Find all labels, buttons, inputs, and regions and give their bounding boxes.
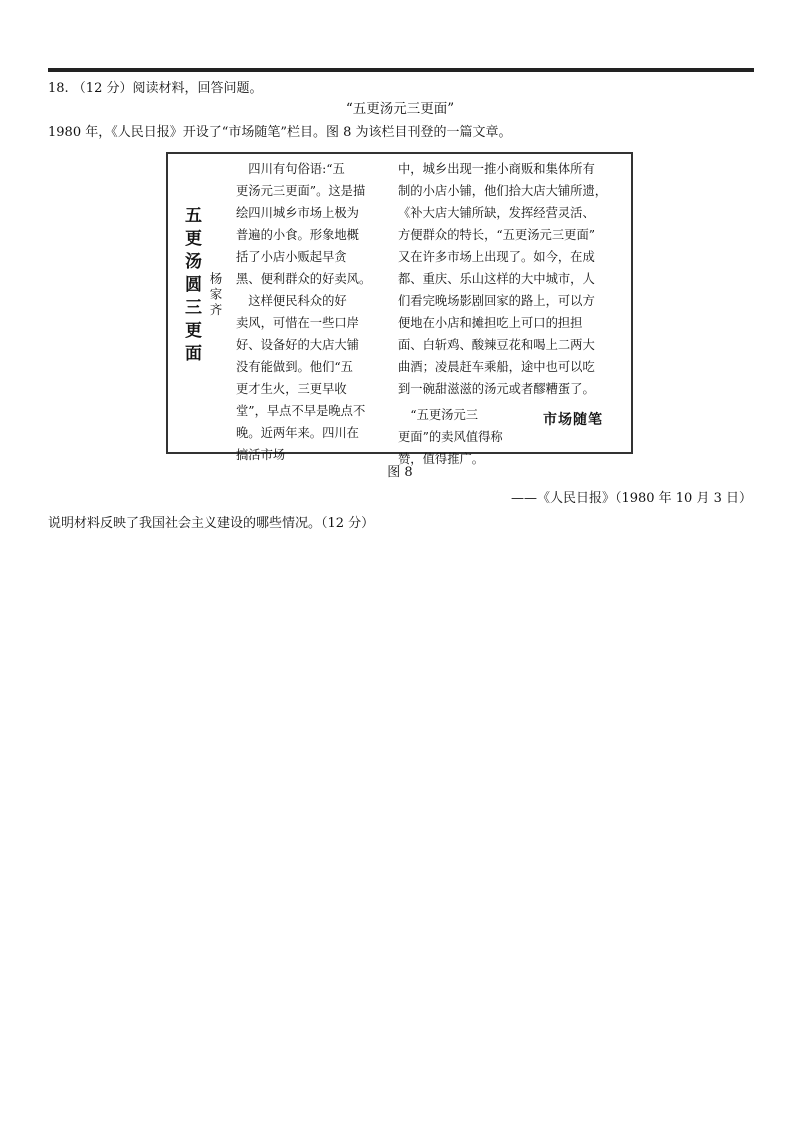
article-line: 便地在小店和摊担吃上可口的担担 (398, 316, 583, 330)
article-line: 们看完晚场影剧回家的路上，可以方 (398, 294, 595, 308)
material-intro: 1980 年，《人民日报》开设了“市场随笔”栏目。图 8 为该栏目刊登的一篇文章。 (48, 125, 512, 140)
source-citation: ——《人民日报》（1980 年 10 月 3 日） (510, 491, 752, 506)
article-line: 普遍的小食。形象地概 (236, 228, 359, 242)
article-line: 晚。近两年来。四川在 (236, 426, 359, 440)
article-line: 搞活市场 (236, 448, 286, 462)
material-title: “五更汤元三更面” (345, 101, 455, 117)
article-line: 没有能做到。他们“五 (236, 360, 353, 374)
figure-label: 图 8 (387, 465, 413, 480)
question-prompt: 说明材料反映了我国社会主义建设的哪些情况。（12 分） (48, 516, 375, 531)
article-title: 五更汤圆三更面 (181, 206, 201, 367)
article-line: 卖风，可惜在一些口岸 (236, 316, 359, 330)
article-line: 绘四川城乡市场上极为 (236, 206, 359, 220)
article-line: 这样便民科众的好 (236, 294, 347, 308)
article-line: 括了小店小贩起早贪 (236, 250, 347, 264)
article-line: 又在许多市场上出现了。如今，在成 (398, 250, 595, 264)
article-column-1 (236, 158, 371, 466)
article-line: 好、设备好的大店大铺 (236, 338, 359, 352)
top-rule (48, 68, 754, 72)
article-column-2-tail (398, 404, 503, 470)
article-column-2 (398, 158, 607, 400)
article-line: 制的小店小铺，他们拾大店大铺所遗， (398, 184, 608, 198)
article-line: 中，城乡出现一推小商贩和集体所有 (398, 162, 595, 176)
article-line: 更面”的卖风值得称 (398, 430, 503, 444)
newspaper-clipping (166, 152, 633, 466)
article-line: 赞，值得推广。 (398, 452, 485, 466)
article-line: 《补大店大铺所缺，发挥经营灵活、 (398, 206, 595, 220)
article-line: 更汤元三更面”。这是描 (236, 184, 366, 198)
question-header: 18. （12 分）阅读材料，回答问题。 (48, 81, 263, 96)
article-line: 更才生火，三更早收 (236, 382, 347, 396)
article-author: 杨家齐 (208, 272, 223, 319)
article-line: 堂”，早点不早是晚点不 (236, 404, 366, 418)
article-line: 都、重庆、乐山这样的大中城市，人 (398, 272, 595, 286)
column-badge: 市场随笔 (543, 412, 603, 428)
article-line: “五更汤元三 (398, 408, 479, 422)
article-line: 方便群众的特长，“五更汤元三更面” (398, 228, 596, 242)
article-line: 面、白斩鸡、酸辣豆花和喝上二两大 (398, 338, 595, 352)
article-line: 曲酒；凌晨赶车乘船，途中也可以吃 (398, 360, 595, 374)
article-line: 到一碗甜滋滋的汤元或者醪糟蛋了。 (398, 382, 595, 396)
article-line: 黑、便利群众的好卖风。 (236, 272, 372, 286)
article-line: 四川有句俗语:“五 (236, 162, 345, 176)
